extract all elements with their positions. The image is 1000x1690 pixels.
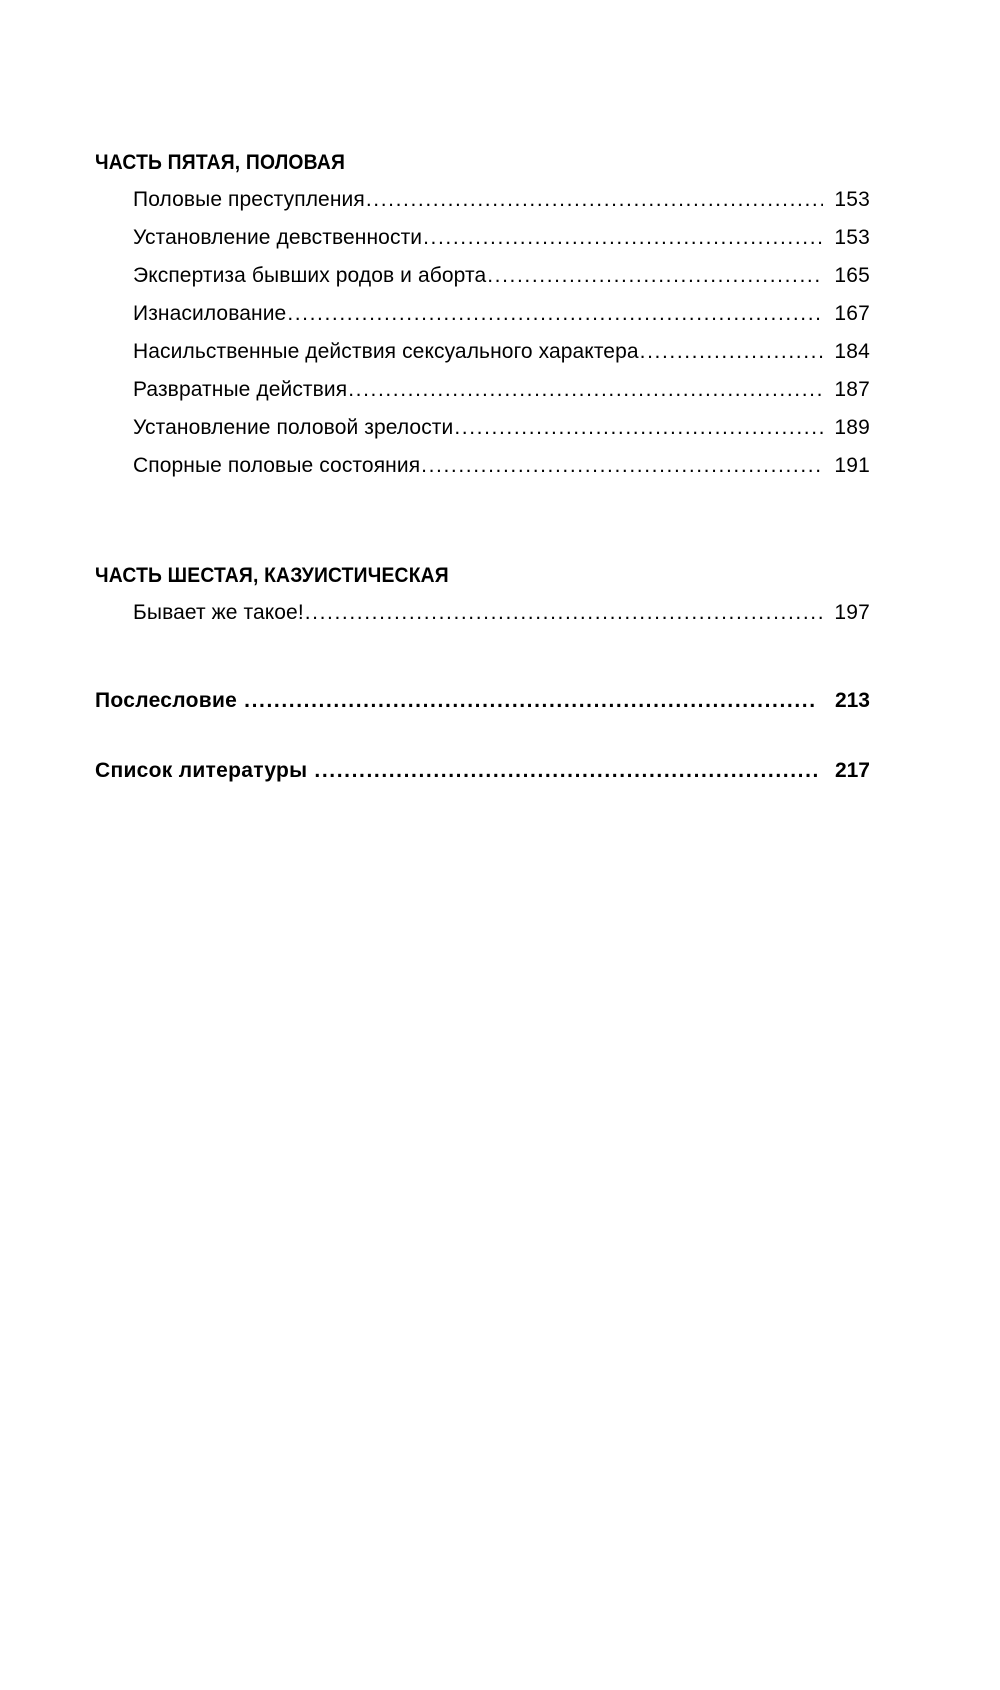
toc-entry[interactable] xyxy=(133,602,870,640)
entry-title: Насильственные действия сексуального характера xyxy=(133,340,639,364)
dot-leader xyxy=(366,189,823,210)
dot-leader xyxy=(287,303,823,324)
entry-title: Установление девственности xyxy=(133,226,423,250)
toc-entry[interactable] xyxy=(133,227,870,265)
entry-page-number: 167 xyxy=(834,302,870,326)
entry-page-number: 189 xyxy=(834,416,870,440)
toc-entry[interactable] xyxy=(133,341,870,379)
toc-entry-bibliography[interactable] xyxy=(95,760,870,798)
entry-page-number: 184 xyxy=(834,340,870,364)
spacer xyxy=(95,640,870,690)
entry-page-number: 153 xyxy=(834,226,870,250)
toc-entry[interactable] xyxy=(133,379,870,417)
dot-leader xyxy=(454,417,823,438)
dot-leader xyxy=(348,379,823,400)
toc-entry[interactable] xyxy=(133,265,870,303)
entry-page-number: 165 xyxy=(834,264,870,288)
spacer xyxy=(95,728,870,760)
dot-leader xyxy=(305,602,823,623)
entry-page-number: 197 xyxy=(834,601,870,625)
dot-leader xyxy=(640,341,823,362)
entry-page-number: 187 xyxy=(834,378,870,402)
section-gap xyxy=(95,493,870,563)
entry-title: Изнасилование xyxy=(133,302,287,326)
toc-entry[interactable] xyxy=(133,303,870,341)
toc-entry[interactable] xyxy=(133,455,870,493)
section-heading-part-six: ЧАСТЬ ШЕСТАЯ, КАЗУИСТИЧЕСКАЯ xyxy=(95,564,449,588)
toc-entry[interactable] xyxy=(133,189,870,227)
entry-title: Послесловие xyxy=(95,689,238,713)
entry-title: Экспертиза бывших родов и аборта xyxy=(133,264,487,288)
entry-title: Половые преступления xyxy=(133,188,365,212)
entry-title: Бывает же такое! xyxy=(133,601,304,625)
entry-page-number: 213 xyxy=(834,689,870,713)
dot-leader xyxy=(423,227,823,248)
entry-title: Развратные действия xyxy=(133,378,348,402)
section-heading-part-five: ЧАСТЬ ПЯТАЯ, ПОЛОВАЯ xyxy=(95,151,346,174)
dot-leader xyxy=(487,265,823,286)
toc-entry-afterword[interactable] xyxy=(95,690,870,728)
toc-section-part-six xyxy=(95,563,870,640)
dot-leader xyxy=(244,690,817,711)
table-of-contents xyxy=(95,150,870,798)
entry-list-part-six xyxy=(95,602,870,640)
entry-page-number: 217 xyxy=(834,759,870,783)
entry-page-number: 153 xyxy=(834,188,870,212)
dot-leader xyxy=(314,760,817,781)
entry-page-number: 191 xyxy=(834,454,870,478)
dot-leader xyxy=(421,455,823,476)
entry-title: Спорные половые состояния xyxy=(133,454,421,478)
toc-entry[interactable] xyxy=(133,417,870,455)
entry-title: Список литературы xyxy=(95,759,308,783)
entry-list-part-five xyxy=(95,189,870,493)
toc-section-part-five xyxy=(95,150,870,493)
entry-title: Установление половой зрелости xyxy=(133,416,454,440)
